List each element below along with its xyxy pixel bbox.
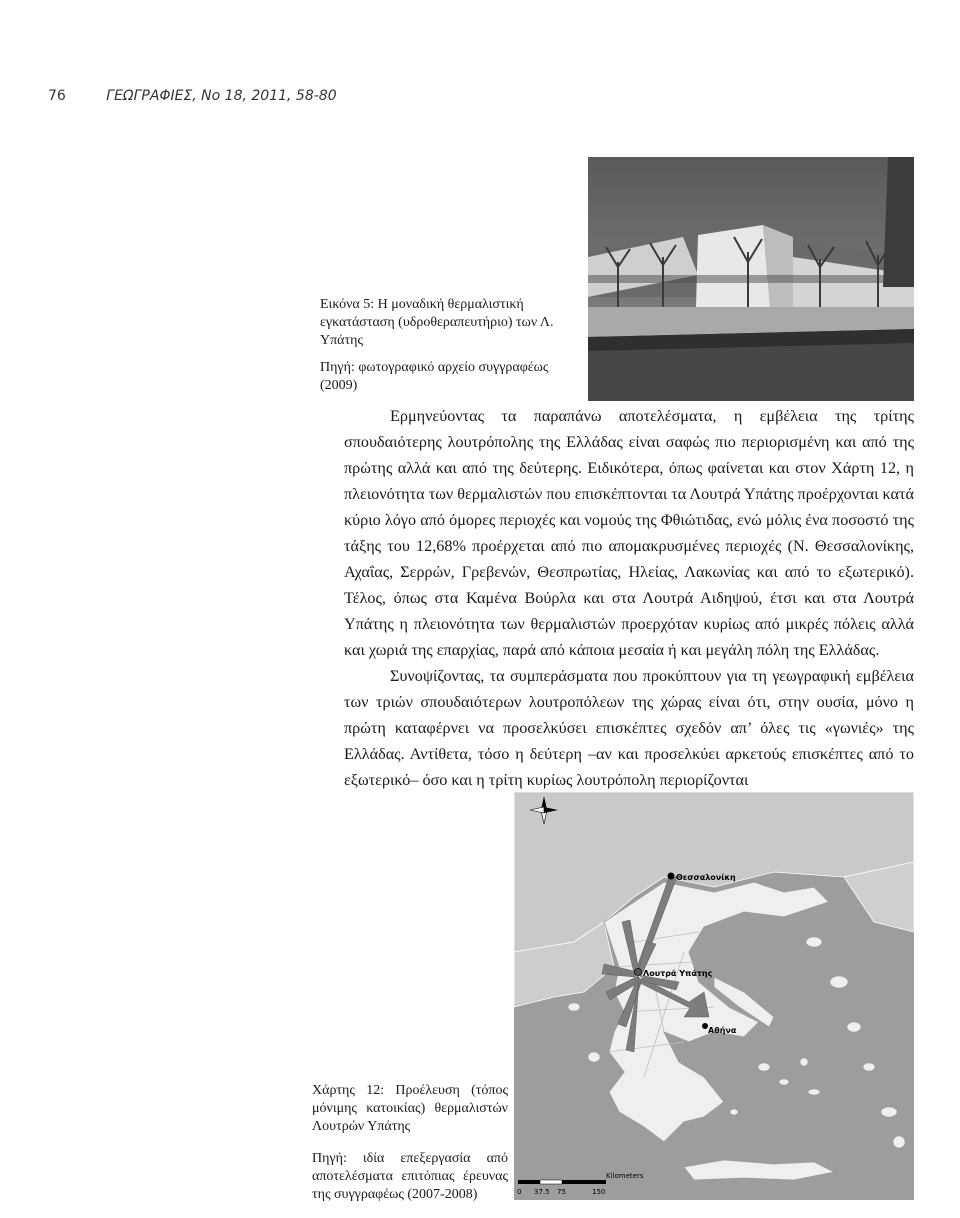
map-12-source: Πηγή: ιδία επεξεργασία από αποτελέσματα επιτόπιας έρευνας της συγγραφέως (2007-2008) (312, 1151, 508, 1202)
page-number: 76 (48, 88, 66, 104)
figure-5-caption: Εικόνα 5: Η μοναδική θερμαλιστική εγκατάσταση (υδροθεραπευτήριο) των Λ. Υπάτης (320, 297, 554, 348)
journal-citation: ΓΕΩΓΡΑΦΙΕΣ, Νο 18, 2011, 58-80 (106, 88, 337, 104)
paragraph-2: Συνοψίζοντας, τα συμπεράσματα που προκύπτουν για τη γεωγραφική εμβέλεια των τριών σπουδαιότερων λουτροπόλεων της χώρας είναι ότι, στην ουσία, μόνο η πρώτη καταφέρνει να προσελκύσει επισκέπτες σχεδόν απ’ όλες τις «γωνιές» της Ελλάδας. Αντίθετα, τόσο η δεύτερη –αν και προσελκύει αρκετούς επισκέπτες από το εξωτερικό– όσο και η τρίτη κυρίως λουτρόπολη περιορίζονται (344, 667, 914, 789)
figure-5-caption-block (320, 296, 580, 404)
map-12-caption-block (312, 1082, 508, 1218)
thessaloniki-label: Θεσσαλονίκη (676, 873, 736, 882)
map-12 (514, 792, 914, 1200)
scale-tick-0: 0 (517, 1188, 522, 1196)
scale-unit: Kilometers (606, 1172, 644, 1180)
body-text (344, 403, 914, 793)
scale-tick-3: 150 (592, 1188, 606, 1196)
map-12-graphic (514, 792, 914, 1200)
thessaloniki-marker (668, 873, 675, 880)
running-header (48, 88, 337, 104)
spa-building-photo (588, 157, 914, 401)
loutra-ypatis-label: Λουτρά Υπάτης (643, 969, 713, 978)
paragraph-1: Ερμηνεύοντας τα παραπάνω αποτελέσματα, η εμβέλεια της τρίτης σπουδαιότερης λουτρόπολης της Ελλάδας είναι σαφώς πιο περιορισμένη και από της πρώτης αλλά και από της δεύτερης. Ειδικότερα, όπως φαίνεται και στον Χάρτη 12, η πλειονότητα των θερμαλιστών που επισκέπτονται τα Λουτρά Υπάτης προέρχονται κατά κύριο λόγο από όμορες περιοχές και νομούς της Φθιώτιδας, ενώ μόλις ένα ποσοστό της τάξης του 12,68% προέρχεται από πιο απομακρυσμένες περιοχές (Ν. Θεσσαλονίκης, Αχαΐας, Σερρών, Γρεβενών, Θεσπρωτίας, Ηλείας, Λακωνίας και από το εξωτερικό). Τέλος, όπως στα Καμένα Βούρλα και στα Λουτρά Αιδηψού, έτσι και στα Λουτρά Υπάτης η πλειονότητα των θερμαλιστών προερχόταν κυρίως από μικρές πόλεις αλλά και χωριά της επαρχίας, παρά από κάποια μεσαία ή και μεγάλη πόλη της Ελλάδας. (344, 407, 914, 659)
figure-5-photo (588, 157, 914, 401)
map-12-caption: Χάρτης 12: Προέλευση (τόπος μόνιμης κατοικίας) θερμαλιστών Λουτρών Υπάτης (312, 1083, 508, 1134)
athina-label: Αθήνα (708, 1026, 737, 1035)
scale-tick-2: 75 (557, 1188, 566, 1196)
scale-tick-1: 37.5 (534, 1188, 550, 1196)
loutra-ypatis-marker (635, 969, 642, 976)
figure-5-source: Πηγή: φωτογραφικό αρχείο συγγραφέως (2009) (320, 360, 549, 393)
